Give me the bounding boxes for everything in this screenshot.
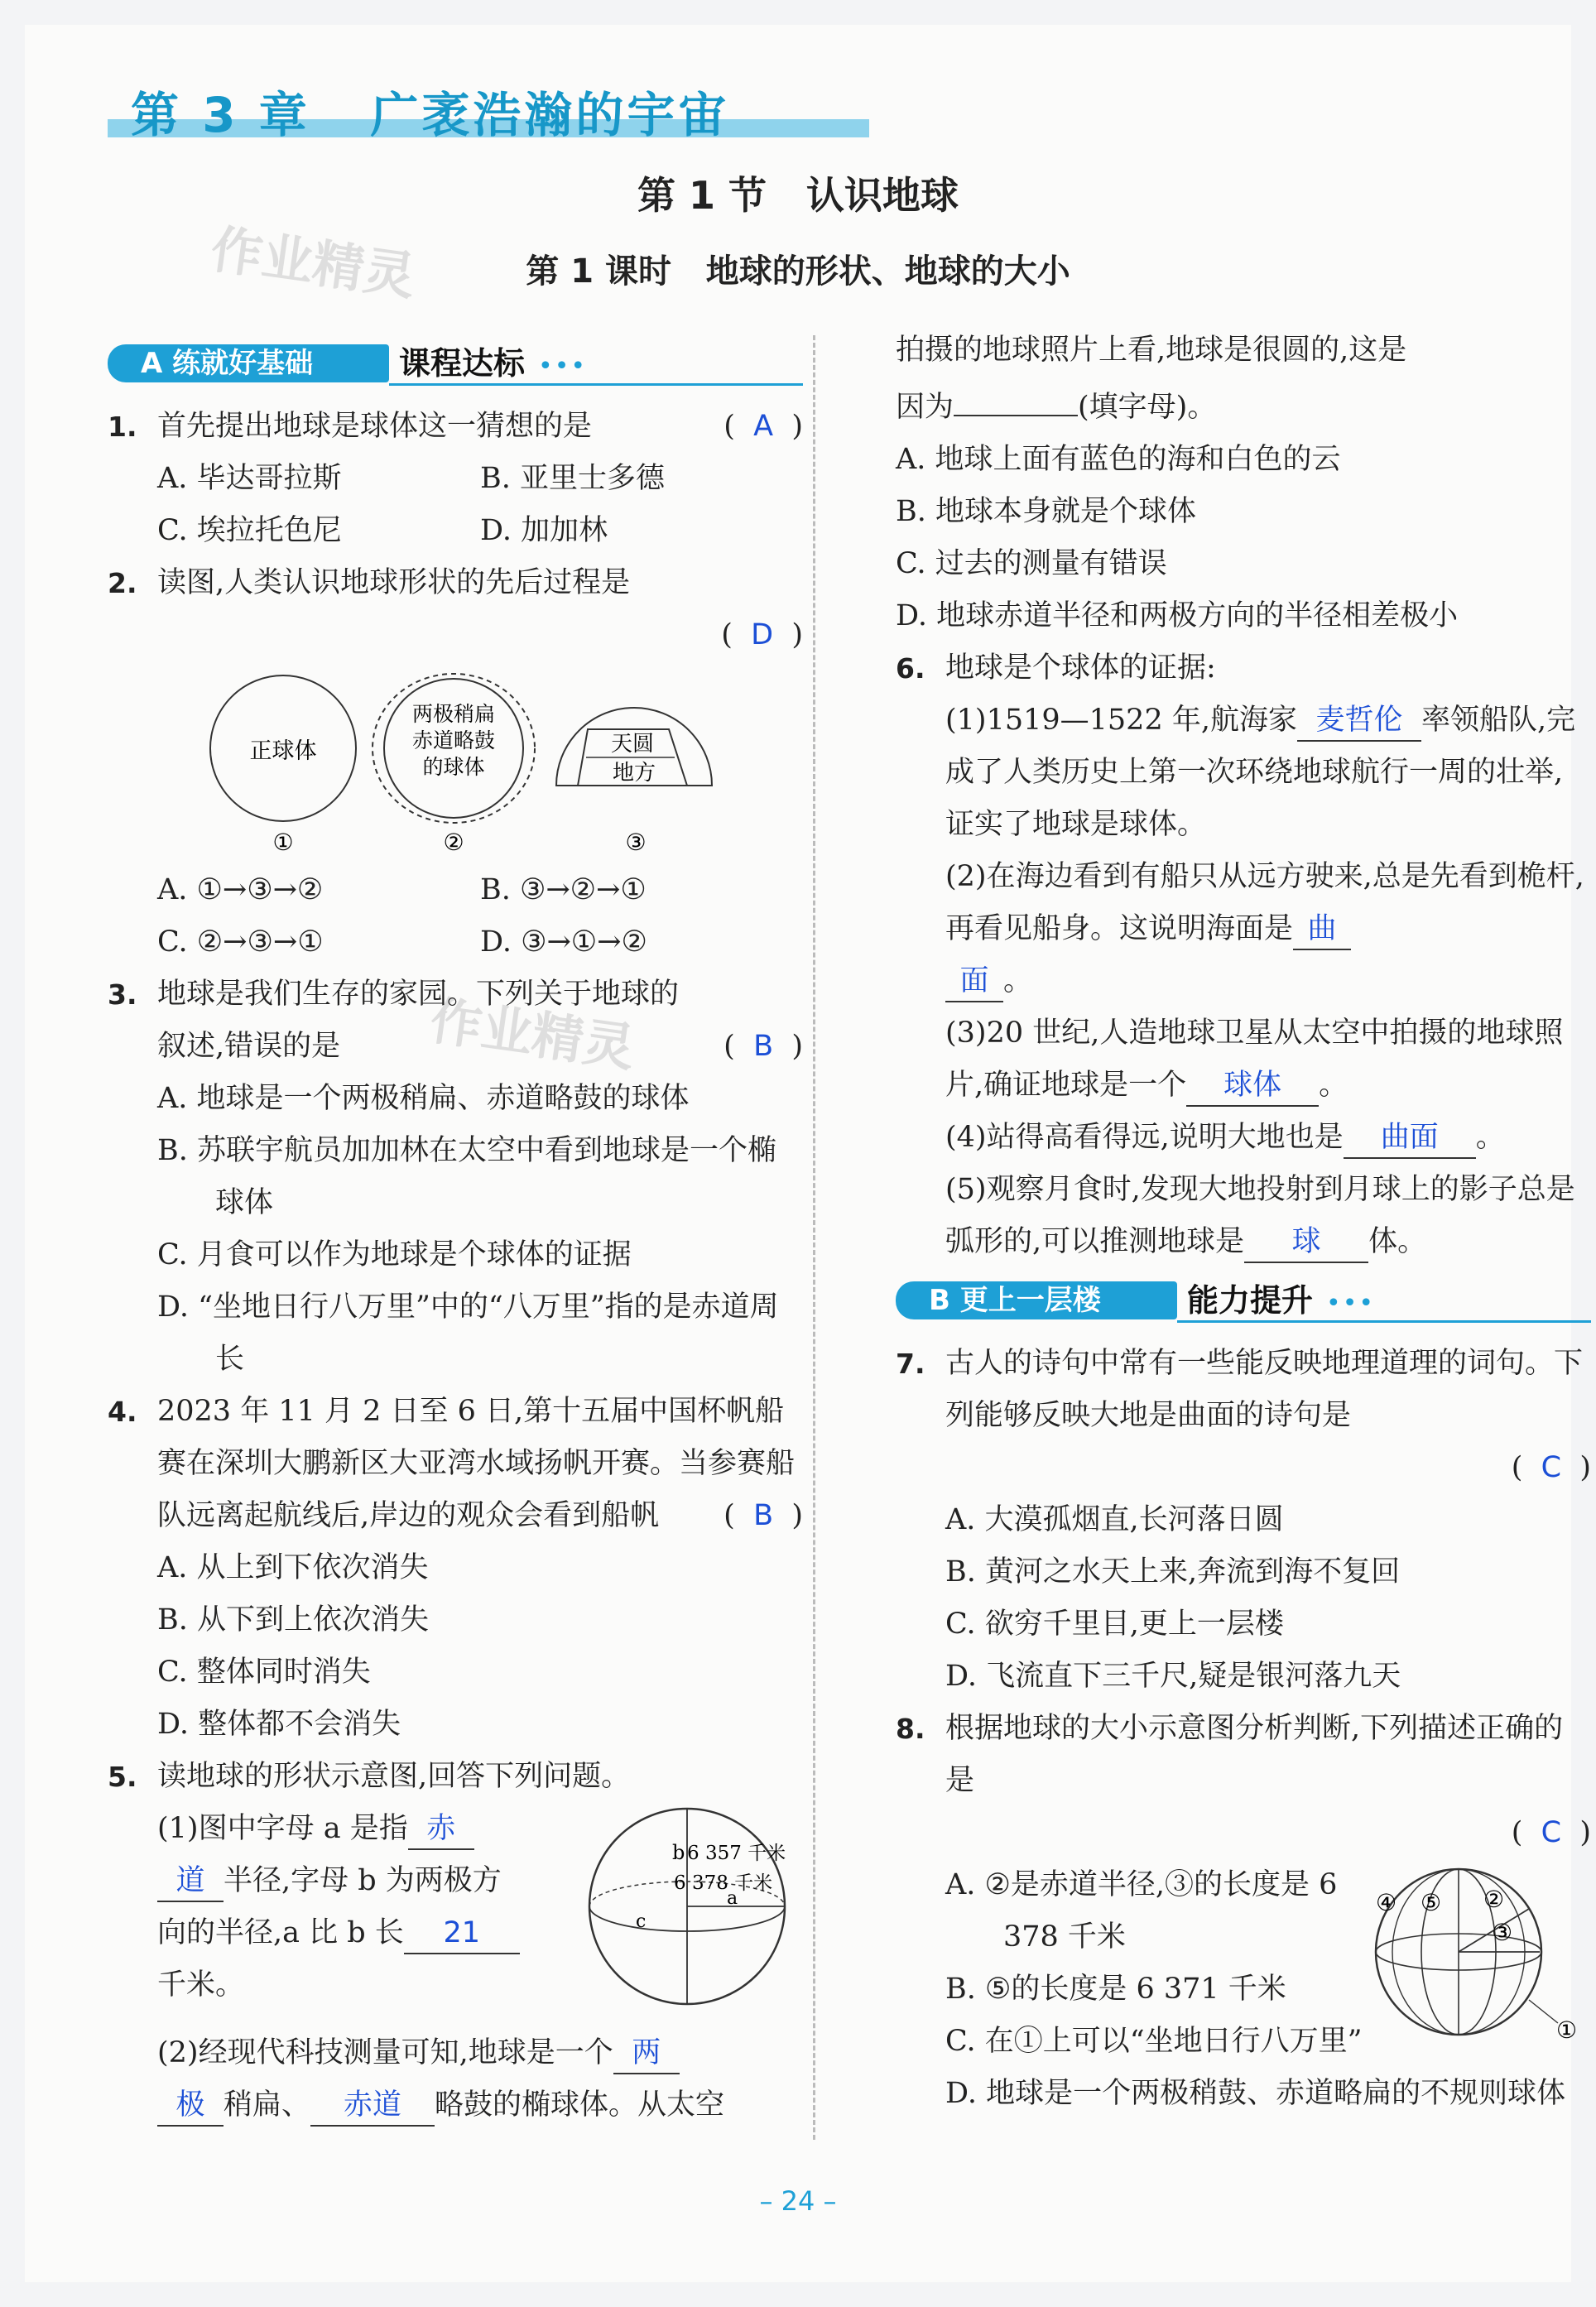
question-number: 1.: [108, 411, 137, 443]
earth-shape-history-figure: [157, 661, 803, 864]
banner-underline: [1177, 1320, 1591, 1323]
answer-blank: 赤: [408, 1810, 474, 1850]
figure-label: b: [672, 1841, 685, 1864]
figure-marker: ④: [1376, 1889, 1397, 1916]
figure-number: ①: [272, 829, 294, 856]
question-stem: 2023 年 11 月 2 日至 6 日,第十五届中国杯帆船赛在深圳大鹏新区大亚湾水域扬帆开赛。当参赛船队远离起航线后,岸边的观众会看到船帆: [157, 1395, 796, 1532]
answer-blank: 极: [157, 2087, 224, 2127]
question-number: 6.: [896, 652, 925, 685]
answer-blank: 麦哲伦: [1297, 702, 1421, 742]
answer-blank: 道: [157, 1862, 224, 1902]
figure-label: 6 378 千米: [674, 1872, 773, 1894]
figure-label: 地方: [612, 761, 656, 786]
option-b: B. 从下到上依次消失: [157, 1603, 429, 1637]
figure-label: 6 357 千米: [687, 1843, 786, 1864]
question-7: 7. 古人的诗句中常有一些能反映地理道理的词句。下列能够反映大地是曲面的诗句是 ( C ) A. 大漠孤烟直,长河落日圆 B. 黄河之水天上来,奔流到海不复回 C. 欲穷千里目,更上一层楼 D. 飞流直下三千尺,疑是银河落九天: [896, 1338, 1591, 1703]
watermark-logo: 作业精灵: [426, 990, 639, 1079]
answer-blank: 曲: [1293, 911, 1351, 950]
banner-tag-label: A 练就好基础: [141, 347, 314, 380]
banner-dots: •••: [538, 352, 588, 381]
question-text: (1)图中字母 a 是指: [157, 1812, 408, 1845]
option-c: C. 过去的测量有错误: [896, 547, 1167, 580]
question-2: 2. 读图,人类认识地球形状的先后过程是 ( D ) 正球体 两极稍扁 赤道略鼓 的球体 天圆 地方 ① ② ③ A. ①→③→② B. ③→②→① C. ②→③→① D. ③→①→②: [108, 557, 803, 968]
question-text: (5)观察月食时,发现大地投射到月球上的影子总是弧形的,可以推测地球是: [945, 1173, 1575, 1258]
option-a: A. ①→③→②: [157, 873, 324, 906]
question-text: 稍扁、: [224, 2088, 311, 2122]
question-text: 千米。: [157, 1968, 245, 2002]
answer-choice: C: [1541, 1451, 1562, 1484]
question-stem: 叙述,错误的是: [157, 1030, 341, 1063]
answer-choice: A: [753, 410, 774, 443]
question-number: 4.: [108, 1396, 137, 1428]
option-c: C. 整体同时消失: [157, 1656, 371, 1689]
answer-blank: 球: [1244, 1223, 1368, 1263]
question-number: 8.: [896, 1713, 925, 1745]
option-d: D. ③→①→②: [480, 925, 647, 959]
option-c: C. ②→③→①: [157, 925, 324, 959]
banner-dots: •••: [1326, 1289, 1376, 1318]
question-text: 向的半径,a 比 b 长: [157, 1916, 404, 1949]
figure-label: 天圆: [610, 732, 655, 757]
banner-underline: [389, 383, 803, 386]
question-number: 7.: [896, 1348, 925, 1380]
banner-title: 课程达标: [399, 345, 526, 382]
figure-number: ②: [443, 829, 464, 856]
question-text: 半径,字母 b 为两极方: [224, 1864, 502, 1897]
question-stem: 地球是个球体的证据:: [945, 651, 1216, 685]
question-number: 5.: [108, 1761, 137, 1793]
leader-line: [1529, 2000, 1558, 2023]
question-stem: 读地球的形状示意图,回答下列问题。: [157, 1760, 631, 1793]
option-b: B. 亚里士多德: [480, 462, 665, 495]
section-banner-b: [896, 1275, 1591, 1326]
banner-title: 能力提升: [1187, 1282, 1314, 1319]
option-c: C. 欲穷千里目,更上一层楼: [945, 1608, 1284, 1641]
question-number: 2.: [108, 567, 137, 599]
figure-marker: ③: [1492, 1919, 1513, 1946]
answer-blank: 21: [404, 1915, 520, 1954]
question-text: (填字母)。: [1078, 391, 1217, 424]
answer-blank: 面: [945, 963, 1003, 1002]
figure-label: a: [727, 1888, 738, 1909]
left-column: [108, 331, 803, 2132]
option-d: D. 飞流直下三千尺,疑是银河落九天: [945, 1660, 1401, 1693]
question-stem: 古人的诗句中常有一些能反映地理道理的词句。下列能够反映大地是曲面的诗句是: [945, 1347, 1584, 1432]
option-d: D. 地球赤道半径和两极方向的半径相差极小: [896, 599, 1459, 632]
answer-blank: 赤道: [310, 2087, 435, 2127]
question-text: 体。: [1368, 1225, 1427, 1258]
column-divider: [813, 335, 815, 2140]
page-number: – 24 –: [759, 2185, 837, 2217]
figure-label: 的球体: [422, 755, 485, 779]
option-b: B. 地球本身就是个球体: [896, 495, 1196, 528]
question-text: (1)1519—1522 年,航海家: [945, 704, 1297, 737]
answer-blank: 球体: [1186, 1067, 1319, 1107]
question-1: 1. 首先提出地球是球体这一猜想的是 ( A ) A. 毕达哥拉斯 B. 亚里士多德 C. 埃拉托色尼 D. 加加林: [108, 401, 803, 557]
question-stem: 读图,人类认识地球形状的先后过程是: [157, 566, 631, 599]
question-3: 3. 地球是我们生存的家园。下列关于地球的 叙述,错误的是 ( B ) A. 地球是一个两极稍扁、赤道略鼓的球体 B. 苏联宇航员加加林在太空中看到地球是一个椭球体 C. 月食可以作为地球是个球体的证据 D. “坐地日行八万里”中的“八万里”指的是赤道周长: [108, 968, 803, 1386]
option-b: B. 黄河之水天上来,奔流到海不复回: [945, 1555, 1401, 1588]
answer-choice: B: [753, 1499, 774, 1532]
answer-blank: [954, 377, 1078, 416]
option-a: A. ②是赤道半径,③的长度是 6 378 千米: [945, 1868, 1338, 1954]
question-text: (2)经现代科技测量可知,地球是一个: [157, 2036, 613, 2069]
figure-marker: ②: [1483, 1886, 1505, 1913]
banner-tag-label: B 更上一层楼: [929, 1284, 1101, 1317]
question-text: (3)20 世纪,人造地球卫星从太空中拍摄的地球照片,确证地球是一个: [945, 1017, 1564, 1102]
answer-choice: B: [753, 1030, 774, 1063]
chapter-title: 第 3 章 广袤浩瀚的宇宙: [131, 87, 730, 143]
option-a: A. 大漠孤烟直,长河落日圆: [945, 1503, 1284, 1536]
answer-blank: 两: [613, 2035, 680, 2074]
question-text: (2)在海边看到有船只从远方驶来,总是先看到桅杆,再看见船身。这说明海面是: [945, 860, 1584, 945]
option-b: B. ③→②→①: [480, 873, 647, 906]
question-text: 。: [1319, 1069, 1348, 1102]
question-number: 3.: [108, 978, 137, 1011]
figure-marker: ⑤: [1421, 1889, 1442, 1916]
option-d: D. “坐地日行八万里”中的“八万里”指的是赤道周长: [157, 1290, 779, 1376]
question-stem: 根据地球的大小示意图分析判断,下列描述正确的是: [945, 1712, 1564, 1797]
option-d: D. 加加林: [480, 514, 608, 547]
question-text: 因为: [896, 391, 954, 424]
question-stem: 地球是我们生存的家园。下列关于地球的: [157, 978, 680, 1011]
option-b: B. ⑤的长度是 6 371 千米: [945, 1973, 1286, 2006]
figure-number: ③: [625, 829, 647, 856]
figure-label: c: [636, 1911, 647, 1932]
question-text: 。: [1003, 964, 1033, 997]
question-6: [896, 642, 1591, 1268]
figure-label: 正球体: [249, 738, 317, 764]
question-5: [108, 1751, 803, 2132]
section-title: 第 1 节 认识地球: [637, 173, 959, 218]
option-a: A. 地球上面有蓝色的海和白色的云: [896, 443, 1341, 476]
answer-choice: D: [751, 618, 774, 651]
option-c: C. 月食可以作为地球是个球体的证据: [157, 1238, 632, 1271]
lesson-title: 第 1 课时 地球的形状、地球的大小: [526, 252, 1070, 291]
watermark-logo: 作业精灵: [207, 219, 420, 307]
question-4: 4. 2023 年 11 月 2 日至 6 日,第十五届中国杯帆船赛在深圳大鹏新区大亚湾水域扬帆开赛。当参赛船队远离起航线后,岸边的观众会看到船帆 ( B ) A. 从上到下依次消失 B. 从下到上依次消失 C. 整体同时消失 D. 整体都不会消失: [108, 1386, 803, 1751]
figure-marker: ①: [1556, 2016, 1578, 2044]
section-banner-a: [108, 338, 803, 389]
option-a: A. 从上到下依次消失: [157, 1551, 429, 1584]
figure-label: 赤道略鼓: [411, 728, 496, 752]
answer-choice: C: [1541, 1816, 1562, 1849]
option-a: A. 地球是一个两极稍扁、赤道略鼓的球体: [157, 1082, 690, 1115]
earth-size-figure: [1368, 1859, 1591, 2068]
question-text: (4)站得高看得远,说明大地也是: [945, 1121, 1344, 1154]
chapter-header: [108, 76, 869, 142]
option-d: D. 地球是一个两极稍鼓、赤道略扁的不规则球体: [945, 2077, 1566, 2110]
question-text: 率领船队,完成了人类历史上第一次环绕地球航行一周的壮举,证实了地球是球体。: [945, 704, 1576, 841]
figure-label: 两极稍扁: [411, 702, 496, 726]
option-c: C. 在①上可以“坐地日行八万里”: [945, 2025, 1363, 2058]
question-text: 。: [1475, 1121, 1505, 1154]
option-a: A. 毕达哥拉斯: [157, 462, 342, 495]
option-c: C. 埃拉托色尼: [157, 514, 342, 547]
answer-blank: 曲面: [1344, 1119, 1476, 1159]
earth-shape-figure: [571, 1803, 803, 2027]
question-text: 拍摄的地球照片上看,地球是很圆的,这是: [896, 334, 1407, 367]
question-stem: 首先提出地球是球体这一猜想的是: [157, 410, 593, 443]
option-b: B. 苏联宇航员加加林在太空中看到地球是一个椭球体: [157, 1134, 776, 1219]
right-column: [896, 324, 1591, 2120]
question-text: 略鼓的椭球体。从太空: [435, 2088, 725, 2122]
option-d: D. 整体都不会消失: [157, 1708, 401, 1741]
question-8: 8. 根据地球的大小示意图分析判断,下列描述正确的是 ( C ) A. ②是赤道半径,③的长度是 6 378 千米 B. ⑤的长度是 6 371 千米 C. 在①上可以“坐地日行八万里” ④ ⑤ ② ③ ① D. 地球是一个两极稍鼓、赤道略扁的不规则球体: [896, 1703, 1591, 2120]
